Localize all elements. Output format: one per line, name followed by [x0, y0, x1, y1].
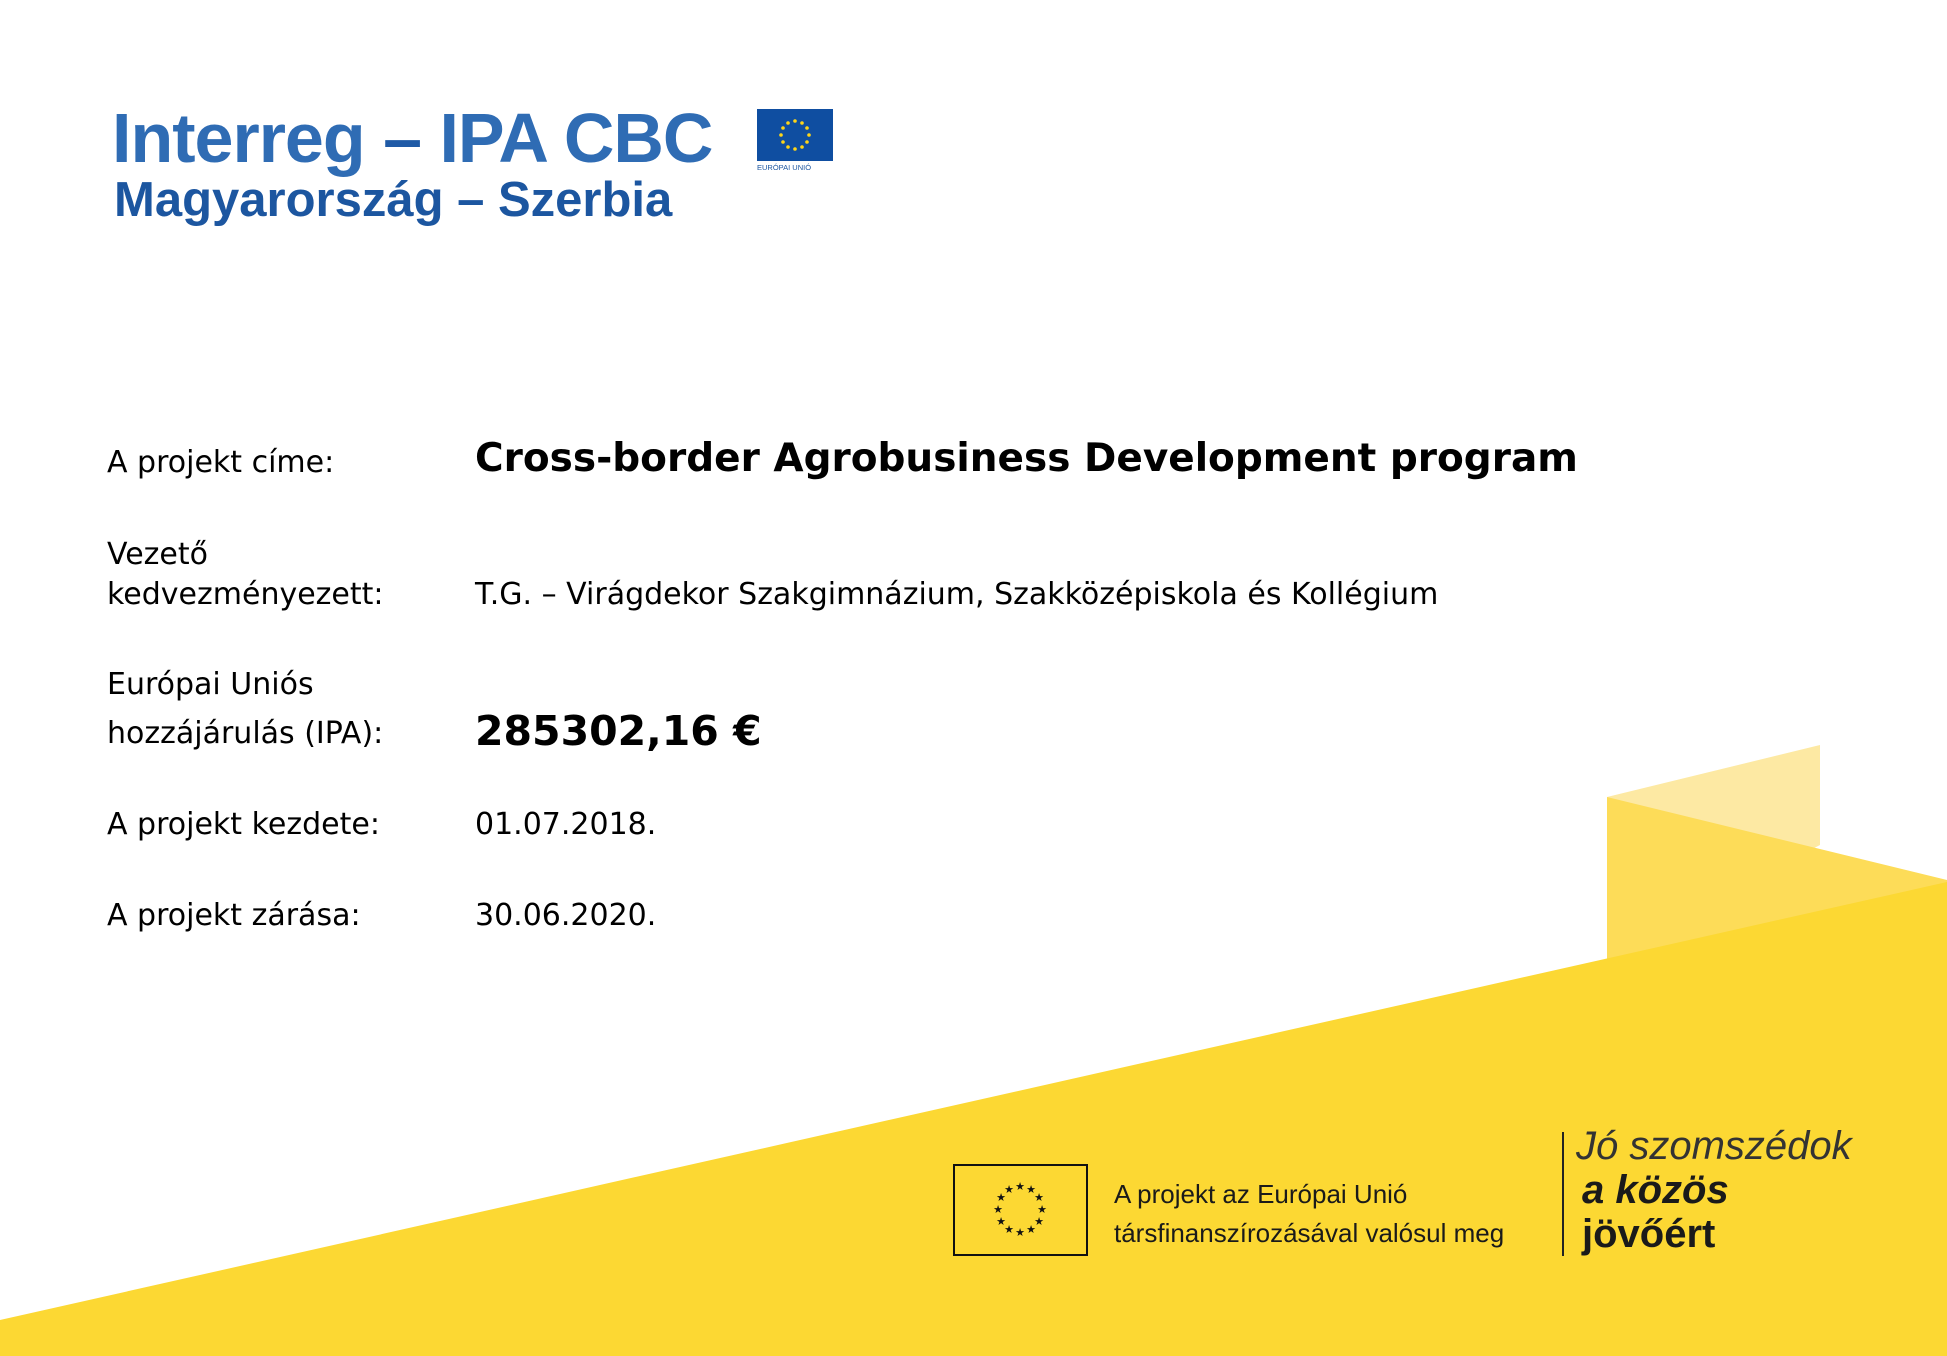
svg-text:★: ★ — [993, 1203, 1003, 1216]
slogan — [1576, 1124, 1852, 1256]
lead-beneficiary-label-line1: Vezető — [107, 537, 208, 572]
svg-text:★: ★ — [1034, 1191, 1044, 1204]
logo-brand: Interreg — [112, 99, 365, 177]
yellow-main-shape — [0, 882, 1947, 1356]
svg-text:★: ★ — [1015, 1226, 1025, 1239]
eu-contribution-label-line2: hozzájárulás (IPA): — [107, 716, 384, 751]
eu-flag-caption: EURÓPAI UNIÓ — [757, 163, 812, 172]
footer-divider — [1562, 1132, 1564, 1256]
slogan-line3: jövőért — [1582, 1212, 1716, 1256]
svg-text:★: ★ — [1004, 1183, 1014, 1196]
project-start-label: A projekt kezdete: — [107, 807, 380, 842]
lead-beneficiary-value: T.G. – Virágdekor Szakgimnázium, Szakközépiskola és Kollégium — [475, 577, 1439, 612]
svg-text:★: ★ — [996, 1215, 1006, 1228]
svg-text:★: ★ — [1034, 1215, 1044, 1228]
project-title-value: Cross-border Agrobusiness Development program — [475, 436, 1578, 481]
cofinance-line2: társfinanszírozásával valósul meg — [1114, 1218, 1505, 1248]
slogan-line2: a közös — [1582, 1168, 1729, 1212]
eu-contribution-value: 285302,16 € — [475, 707, 762, 755]
svg-text:★: ★ — [996, 1191, 1006, 1204]
eu-contribution-label-line1: Európai Uniós — [107, 667, 314, 702]
cofinance-line1: A projekt az Európai Unió — [1114, 1179, 1408, 1209]
slogan-line1: Jó szomszédok — [1576, 1124, 1852, 1168]
lead-beneficiary-label-line2: kedvezményezett: — [107, 577, 384, 612]
logo-program: IPA CBC — [439, 99, 713, 177]
project-title-label: A projekt címe: — [107, 445, 335, 480]
eu-stars-icon — [953, 1164, 1088, 1256]
svg-text:★: ★ — [1026, 1183, 1036, 1196]
logo-region: Magyarország – Szerbia — [114, 173, 673, 227]
eu-flag-icon — [757, 109, 833, 161]
svg-text:★: ★ — [1037, 1203, 1047, 1216]
logo-dash: – — [383, 99, 422, 177]
svg-text:★: ★ — [1015, 1180, 1025, 1193]
interreg-logo — [112, 100, 852, 230]
project-end-value: 30.06.2020. — [475, 898, 657, 933]
project-end-label: A projekt zárása: — [107, 898, 361, 933]
logo-title — [112, 100, 712, 176]
project-start-value: 01.07.2018. — [475, 807, 657, 842]
svg-text:★: ★ — [1026, 1223, 1036, 1236]
svg-text:★: ★ — [1004, 1223, 1014, 1236]
cofinance-statement — [1114, 1175, 1504, 1253]
